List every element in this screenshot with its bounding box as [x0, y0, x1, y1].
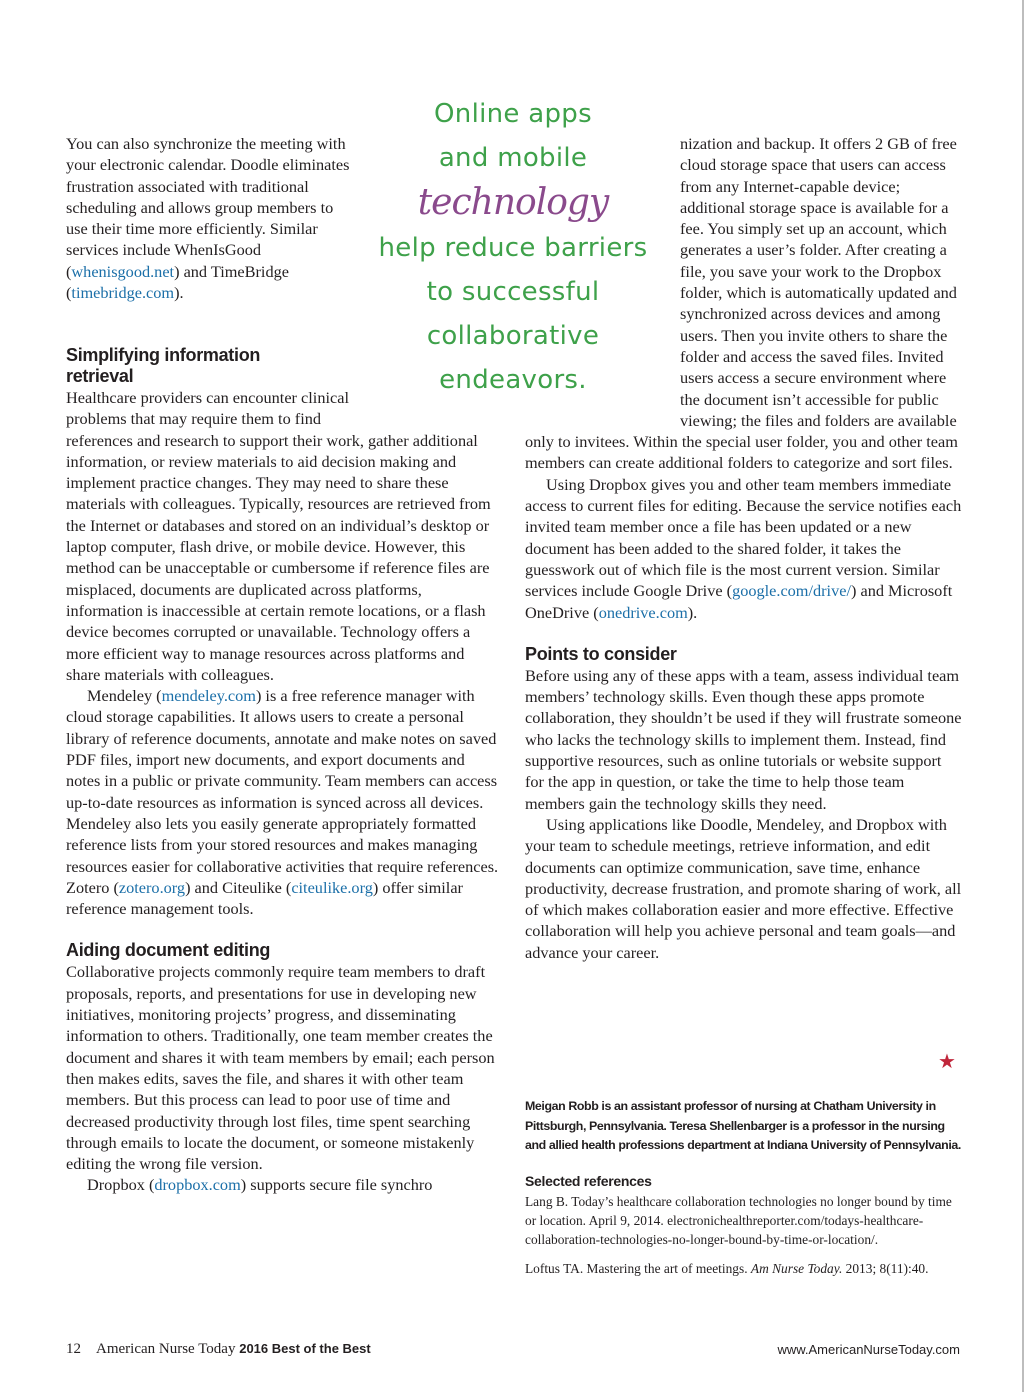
section-heading-points: Points to consider	[525, 643, 677, 664]
aiding-paragraph-2: Dropbox (dropbox.com) supports secure file synchro	[87, 1175, 433, 1195]
citeulike-link[interactable]: citeulike.org	[291, 877, 373, 897]
right-column	[525, 133, 962, 963]
publication-name: American Nurse Today 2016 Best of the Best	[96, 1341, 371, 1357]
end-of-article-star-icon: ★	[938, 1051, 956, 1073]
aiding-paragraph-1: Collaborative projects commonly require team members to draft proposals, reports, and presentations for use in developing new initiatives, monitoring projects’ progress, and disseminating information to others. Traditionally, one team member creates the document and shares it with team members by email; each person then makes edits, saves the file, and shares it with other team members. But this process can lead to poor use of time and decreased productivity through lost files, time spent searching through emails to locate the document, or someone mistakenly editing the wrong file version.	[66, 962, 495, 1174]
page-number: 12	[66, 1341, 81, 1357]
google-drive-link[interactable]: google.com/drive/	[732, 581, 851, 601]
edition-label: 2016 Best of the Best	[239, 1341, 371, 1356]
left-column-intro	[66, 133, 356, 303]
dropbox-link[interactable]: dropbox.com	[154, 1175, 241, 1195]
dropbox-paragraph-1: nization and backup. It offers 2 GB of free cloud storage space that users can access from any Internet-capable device; additional storage space is available for a fee. You simply set up an account, which generates a user’s folder. After creating a file, you save your work to the Dropbox folder, which is automatically updated and synchronized across devices and among users. Then you invite others to share the folder and access the saved files. Invited users access a secure environment where the document isn’t accessible for public viewing; the files and folders are available only to invitees. Within the special user folder, you and other team members can create additional folders to categorize and sort files.	[525, 134, 958, 473]
mendeley-link[interactable]: mendeley.com	[161, 686, 256, 706]
whenisgood-link[interactable]: whenisgood.net	[71, 261, 175, 281]
dropbox-paragraph-2: Using Dropbox gives you and other team members immediate access to current files for editing. Because the service notifies each invited team member once a file has been updated or a new document has been added to the shared folder, it takes the guesswork out of which file is the most current version. Similar services include Google Drive (google.com/drive/) and Microsoft OneDrive (onedrive.com).	[525, 474, 962, 622]
simplifying-paragraph-1: Healthcare providers can encounter clinical problems that may require them to find references and research to support their work, gather additional information, or review materials to aid decision making and implement practice changes. They may need to share these materials with colleagues. Typically, resources are retrieved from the Internet or databases and stored on an individual’s desktop or laptop computer, flash drive, or mobile device. However, this method can be unacceptable or cumbersome if reference files are misplaced, documents are duplicated across platforms, information is inaccessible at certain remote locations, or a flash device becomes corrupted or unavailable. Technology offers a more efficient way to manage resources across platforms and share materials with colleagues.	[66, 388, 491, 684]
author-bio: Meigan Robb is an assistant professor of nursing at Chatham University in Pittsburgh, Pennsylvania. Teresa Shellenbarger is a professor in the nursing and allied health professions department at Indiana University of Pennsylvania.	[525, 1099, 961, 1152]
page-footer	[66, 1341, 960, 1361]
section-heading-simplifying: Simplifying information retrieval	[66, 345, 261, 386]
references-list	[525, 1192, 965, 1287]
pull-quote-script-word: technology	[417, 182, 609, 223]
timebridge-link[interactable]: timebridge.com	[71, 283, 175, 303]
zotero-link[interactable]: zotero.org	[118, 877, 186, 897]
left-column	[66, 345, 500, 1196]
simplifying-paragraph-2: Mendeley (mendeley.com) is a free reference manager with cloud storage capabilities. It allows users to create a personal library of reference documents, annotate and make notes on saved PDF files, import new documents, and export documents and notes in a public or private community. Team members can access up-to-date resources as information is synced across all devices. Mendeley also lets you easily generate appropriately formatted reference lists from your stored resources and makes managing resources easier for collaborative activities that require references. Zotero (zotero.org) and Citeulike (citeulike.org) offer similar reference management tools.	[66, 686, 499, 919]
reference-item: Loftus TA. Mastering the art of meetings. Am Nurse Today. 2013; 8(11):40.	[525, 1260, 929, 1276]
onedrive-link[interactable]: onedrive.com	[598, 602, 688, 622]
section-heading-aiding: Aiding document editing	[66, 940, 271, 961]
reference-item: Lang B. Today’s healthcare collaboration technologies no longer bound by time or location. April 9, 2014. electronichealthreporter.com/todays-healthcare-collaboration-technologies-no-longer-bound-by-time-or-location/.	[525, 1194, 952, 1248]
website-link[interactable]: www.AmericanNurseToday.com	[777, 1342, 960, 1357]
references-title: Selected references	[525, 1173, 652, 1189]
points-paragraph-1: Before using any of these apps with a team, assess individual team members’ technology skills. Even though these apps promote collaboration, they shouldn’t be used if they will frustrate someone who lacks the technology skills to implement them. Instead, find supportive resources, such as online tutorials or website support for the app in question, or take the time to help those team members gain the technology skills they need.	[525, 665, 962, 813]
points-paragraph-2: Using applications like Doodle, Mendeley, and Dropbox with your team to schedule meetings, retrieve information, and edit documents can optimize communication, save time, enhance productivity, decrease frustration, and promote sharing of work, all of which makes collaboration easier and more effective. Effective collaboration will help you achieve personal and team goals—and advance your career.	[525, 814, 962, 962]
intro-paragraph: You can also synchronize the meeting with your electronic calendar. Doodle eliminates frustration associated with traditional scheduling and allows group members to use their time more efficiently. Similar services include WhenIsGood (whenisgood.net) and TimeBridge (timebridge.com).	[66, 134, 350, 303]
pull-quote: Online apps and mobile technology help reduce barriers to successful collaborative endeavors.	[378, 99, 648, 395]
